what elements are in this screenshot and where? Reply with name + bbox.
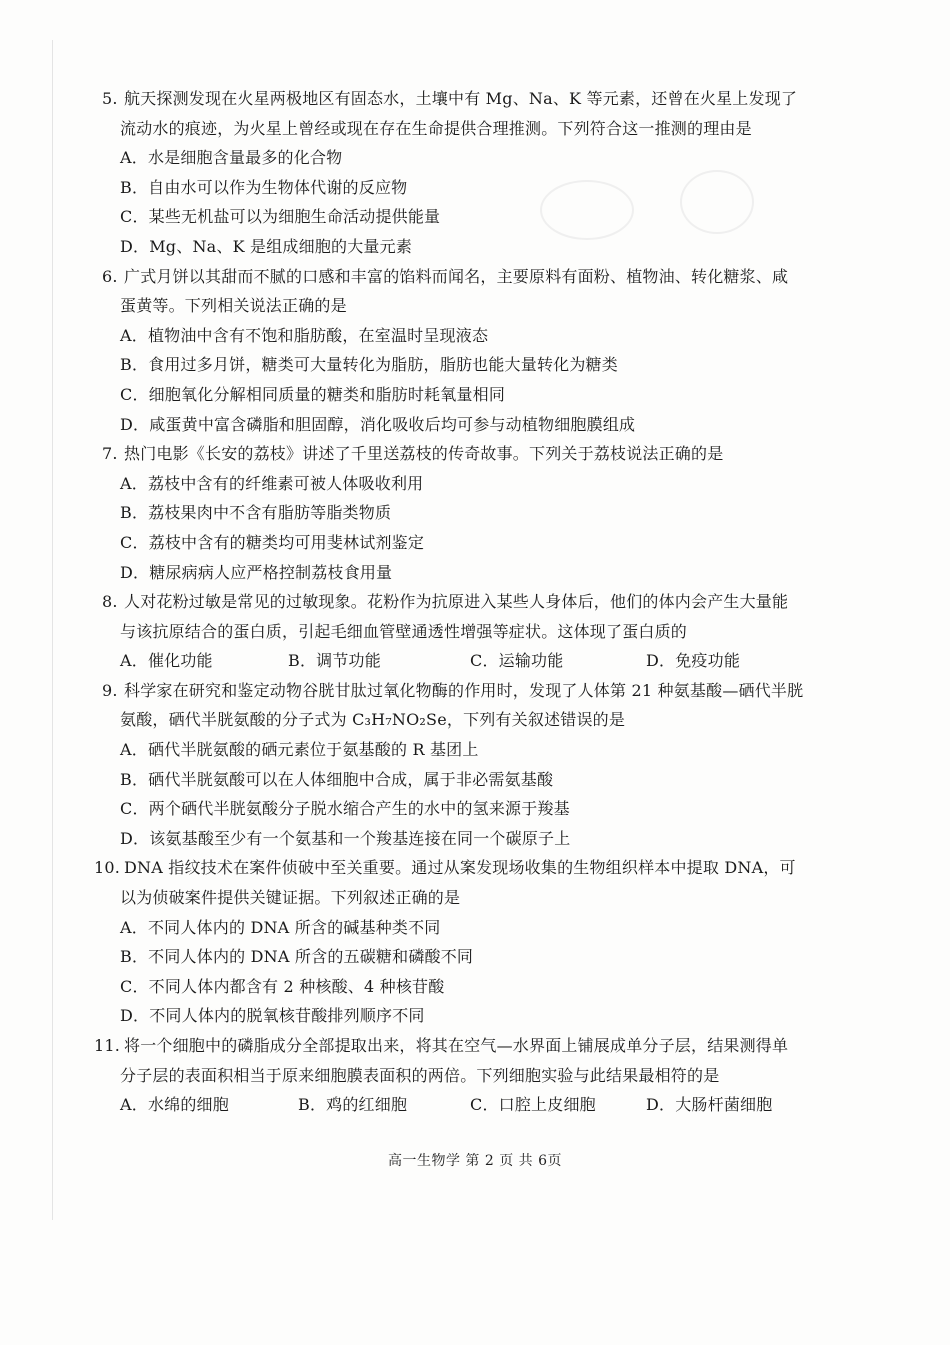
stem-line-continued: 流动水的痕迹，为火星上曾经或现在存在生命提供合理推测。下列符合这一推测的理由是	[120, 118, 752, 138]
option-a: A．水绵的细胞	[120, 1095, 229, 1115]
stem-line-continued: 蛋黄等。下列相关说法正确的是	[120, 296, 347, 316]
option-b: B．鸡的红细胞	[298, 1095, 408, 1115]
option-d: D．咸蛋黄中富含磷脂和胆固醇，消化吸收后均可参与动植物细胞膜组成	[120, 414, 636, 434]
option-d: D．不同人体内的脱氧核苷酸排列顺序不同	[120, 1006, 425, 1026]
question-number: 7.	[102, 444, 118, 464]
option-a: A．硒代半胱氨酸的硒元素位于氨基酸的 R 基团上	[120, 740, 479, 760]
option-c: C．某些无机盐可以为细胞生命活动提供能量	[120, 207, 441, 227]
option-b: B．自由水可以作为生物体代谢的反应物	[120, 177, 408, 197]
question-stem	[80, 439, 850, 469]
option-d: D．Mg、Na、K 是组成细胞的大量元素	[120, 236, 413, 256]
option-d: D．糖尿病病人应严格控制荔枝食用量	[120, 562, 393, 582]
option-b: B．硒代半胱氨酸可以在人体细胞中合成，属于非必需氨基酸	[120, 769, 554, 789]
stem-line-continued: 与该抗原结合的蛋白质，引起毛细血管壁通透性增强等症状。这体现了蛋白质的	[120, 621, 688, 641]
option-a: A．水是细胞含量最多的化合物	[120, 148, 343, 168]
question-number: 8.	[102, 592, 118, 612]
question-8	[80, 587, 850, 676]
option-b: B．荔枝果肉中不含有脂肪等脂类物质	[120, 503, 392, 523]
option-d: D．免疫功能	[646, 651, 741, 671]
question-stem	[80, 1031, 850, 1061]
option-c: C．不同人体内都含有 2 种核酸、4 种核苷酸	[120, 976, 445, 996]
question-stem	[80, 676, 850, 706]
question-number: 6.	[102, 266, 118, 286]
option-row	[80, 1090, 850, 1120]
option-b: B．食用过多月饼，糖类可大量转化为脂肪，脂肪也能大量转化为糖类	[120, 355, 618, 375]
option-c: C．荔枝中含有的糖类均可用斐林试剂鉴定	[120, 532, 425, 552]
stem-line-continued: 以为侦破案件提供关键证据。下列叙述正确的是	[120, 888, 461, 908]
stem-line: 航天探测发现在火星两极地区有固态水，土壤中有 Mg、Na、K 等元素，还曾在火星上发现了	[124, 89, 798, 108]
question-stem	[80, 853, 850, 883]
question-stem	[80, 84, 850, 114]
question-stem	[80, 587, 850, 617]
option-c: C．两个硒代半胱氨酸分子脱水缩合产生的水中的氢来源于羧基	[120, 799, 570, 819]
question-5	[80, 84, 850, 262]
question-stem	[80, 262, 850, 292]
stem-line: DNA 指纹技术在案件侦破中至关重要。通过从案发现场收集的生物组织样本中提取 DNA，可	[124, 858, 796, 878]
stem-line-continued: 分子层的表面积相当于原来细胞膜表面积的两倍。下列细胞实验与此结果最相符的是	[120, 1065, 720, 1085]
option-c: C．运输功能	[470, 651, 564, 671]
stem-line: 将一个细胞中的磷脂成分全部提取出来，将其在空气—水界面上铺展成单分子层，结果测得单	[124, 1036, 789, 1055]
question-number: 11.	[94, 1036, 121, 1055]
option-d: D．大肠杆菌细胞	[646, 1095, 773, 1115]
option-b: B．调节功能	[288, 651, 381, 671]
scan-shadow-edge	[52, 40, 53, 1220]
page-footer: 高一生物学 第 2 页 共 6页	[387, 1153, 563, 1169]
option-a: A．不同人体内的 DNA 所含的碱基种类不同	[120, 917, 441, 937]
stem-line: 广式月饼以其甜而不腻的口感和丰富的馅料而闻名，主要原料有面粉、植物油、转化糖浆、咸	[124, 266, 789, 286]
question-9	[80, 676, 850, 854]
option-c: C．口腔上皮细胞	[470, 1095, 596, 1115]
option-a: A．植物油中含有不饱和脂肪酸，在室温时呈现液态	[120, 325, 489, 345]
stem-line-continued: 氨酸，硒代半胱氨酸的分子式为 C₃H₇NO₂Se，下列有关叙述错误的是	[120, 710, 626, 730]
question-number: 10.	[94, 858, 121, 878]
question-6	[80, 262, 850, 440]
question-number: 9.	[102, 680, 118, 700]
option-c: C．细胞氧化分解相同质量的糖类和脂肪时耗氧量相同	[120, 384, 506, 404]
stem-line: 人对花粉过敏是常见的过敏现象。花粉作为抗原进入某些人身体后，他们的体内会产生大量能	[124, 592, 789, 612]
option-d: D．该氨基酸至少有一个氨基和一个羧基连接在同一个碳原子上	[120, 828, 571, 848]
option-row	[80, 646, 850, 676]
question-list	[80, 84, 850, 1120]
question-11	[80, 1031, 850, 1120]
stem-line: 热门电影《长安的荔枝》讲述了千里送荔枝的传奇故事。下列关于荔枝说法正确的是	[124, 444, 724, 464]
option-a: A．荔枝中含有的纤维素可被人体吸收利用	[120, 473, 424, 493]
option-b: B．不同人体内的 DNA 所含的五碳糖和磷酸不同	[120, 947, 474, 967]
stem-line: 科学家在研究和鉴定动物谷胱甘肽过氧化物酶的作用时，发现了人体第 21 种氨基酸—硒代半胱	[124, 680, 804, 700]
option-a: A．催化功能	[120, 651, 213, 671]
question-number: 5.	[102, 89, 118, 108]
question-10	[80, 853, 850, 1031]
question-7	[80, 439, 850, 587]
